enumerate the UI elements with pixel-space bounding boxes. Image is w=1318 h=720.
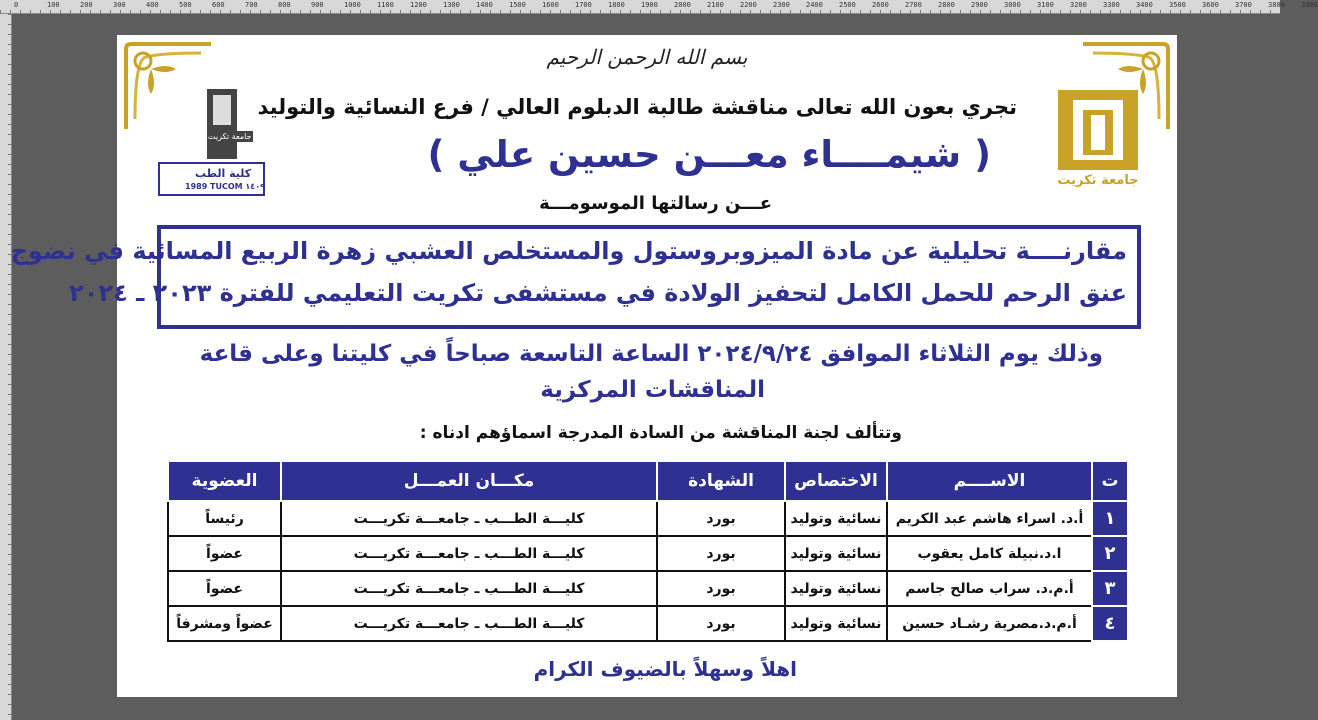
row-number: ١ bbox=[1092, 501, 1128, 536]
ruler-tick-label: 1200 bbox=[410, 1, 427, 9]
ruler-tick-label: 1800 bbox=[608, 1, 625, 9]
welcome-message: اهلاً وسهلاً بالضيوف الكرام bbox=[533, 657, 797, 681]
degree: بورد bbox=[657, 571, 785, 606]
ruler-tick-label: 2400 bbox=[806, 1, 823, 9]
thesis-title-box bbox=[10, 225, 1141, 329]
table-row bbox=[168, 571, 1128, 606]
specialty: نسائية وتوليد bbox=[785, 571, 887, 606]
column-header: الاختصاص bbox=[785, 461, 887, 501]
college-of-medicine-logo bbox=[155, 71, 270, 201]
column-header: العضوية bbox=[168, 461, 281, 501]
row-number: ٣ bbox=[1092, 571, 1128, 606]
member-name: أ.د. اسراء هاشم عبد الكريم bbox=[887, 501, 1092, 536]
workplace: كليـــة الطـــب ـ جامعـــة تكريـــت bbox=[281, 501, 657, 536]
ruler-tick-label: 2900 bbox=[971, 1, 988, 9]
membership: عضواً bbox=[168, 536, 281, 571]
logo-text: كلية الطب bbox=[195, 167, 252, 180]
ruler-tick-label: 2800 bbox=[938, 1, 955, 9]
thesis-title-line: مقارنــــة تحليلية عن مادة الميزوبروستول والمستخلص العشبي زهرة الربيع المسائية في نضوج bbox=[10, 237, 1127, 265]
ruler-tick-label: 3500 bbox=[1169, 1, 1186, 9]
ruler-tick-label: 3900 bbox=[1301, 1, 1318, 9]
ruler-tick-label: 3800 bbox=[1268, 1, 1285, 9]
degree: بورد bbox=[657, 606, 785, 641]
thesis-title-line: عنق الرحم للحمل الكامل لتحفيز الولادة في مستشفى تكريت التعليمي للفترة ٢٠٢٣ ـ ٢٠٢٤ bbox=[69, 279, 1127, 307]
university-logo bbox=[1053, 85, 1143, 195]
workplace: كليـــة الطـــب ـ جامعـــة تكريـــت bbox=[281, 536, 657, 571]
ruler-tick-label: 3200 bbox=[1070, 1, 1087, 9]
logo-text: 1989 TUCOM ١٤٠٩ bbox=[185, 182, 265, 191]
table-header-row bbox=[168, 461, 1128, 501]
ruler-tick-label: 2000 bbox=[674, 1, 691, 9]
ruler-tick-label: 700 bbox=[245, 1, 258, 9]
column-header: مكـــان العمـــل bbox=[281, 461, 657, 501]
ruler-tick-label: 2300 bbox=[773, 1, 790, 9]
ruler-tick-label: 800 bbox=[278, 1, 291, 9]
member-name: أ.م.د.مصرية رشـاد حسين bbox=[887, 606, 1092, 641]
table-row bbox=[168, 536, 1128, 571]
schedule-line: المناقشات المركزية bbox=[540, 377, 765, 403]
ruler-tick-label: 3700 bbox=[1235, 1, 1252, 9]
ruler-tick-label: 500 bbox=[179, 1, 192, 9]
vertical-ruler[interactable] bbox=[0, 14, 12, 720]
workplace: كليـــة الطـــب ـ جامعـــة تكريـــت bbox=[281, 606, 657, 641]
ruler-tick-label: 2600 bbox=[872, 1, 889, 9]
ruler-tick-label: 1500 bbox=[509, 1, 526, 9]
degree: بورد bbox=[657, 501, 785, 536]
membership: عضواً bbox=[168, 571, 281, 606]
ruler-tick-label: 3100 bbox=[1037, 1, 1054, 9]
ruler-tick-label: 200 bbox=[80, 1, 93, 9]
column-header: الشهادة bbox=[657, 461, 785, 501]
specialty: نسائية وتوليد bbox=[785, 606, 887, 641]
ruler-tick-label: 3600 bbox=[1202, 1, 1219, 9]
schedule-line: وذلك يوم الثلاثاء الموافق ٢٠٢٤/٩/٢٤ الساعة التاسعة صباحاً في كليتنا وعلى قاعة bbox=[199, 341, 1103, 367]
ruler-tick-label: 1000 bbox=[344, 1, 361, 9]
committee-intro: وتتألف لجنة المناقشة من السادة المدرجة اسماؤهم ادناه : bbox=[419, 423, 902, 443]
document-canvas bbox=[10, 35, 1177, 697]
column-header: الاســــم bbox=[887, 461, 1092, 501]
membership: عضواً ومشرفاً bbox=[168, 606, 281, 641]
member-name: ا.د.نبيلة كامل يعقوب bbox=[887, 536, 1092, 571]
ruler-tick-label: 1900 bbox=[641, 1, 658, 9]
ruler-tick-label: 1100 bbox=[377, 1, 394, 9]
basmala: بسم الله الرحمن الرحيم bbox=[546, 45, 748, 69]
ruler-tick-label: 300 bbox=[113, 1, 126, 9]
committee-table bbox=[167, 460, 1129, 642]
ruler-tick-label: 1400 bbox=[476, 1, 493, 9]
specialty: نسائية وتوليد bbox=[785, 536, 887, 571]
ruler-tick-label: 2700 bbox=[905, 1, 922, 9]
ruler-tick-label: 3400 bbox=[1136, 1, 1153, 9]
ruler-tick-label: 1300 bbox=[443, 1, 460, 9]
workplace: كليـــة الطـــب ـ جامعـــة تكريـــت bbox=[281, 571, 657, 606]
ruler-tick-label: 100 bbox=[47, 1, 60, 9]
horizontal-ruler[interactable] bbox=[0, 0, 1318, 14]
table-row bbox=[168, 501, 1128, 536]
ruler-tick-label: 900 bbox=[311, 1, 324, 9]
ruler-tick-label: 2500 bbox=[839, 1, 856, 9]
row-number: ٢ bbox=[1092, 536, 1128, 571]
student-name: ( شيمــــاء معـــن حسين علي ) bbox=[427, 133, 991, 176]
ruler-tick-label: 1700 bbox=[575, 1, 592, 9]
announcement-line: تجري بعون الله تعالى مناقشة طالبة الدبلوم العالي / فرع النسائية والتوليد bbox=[257, 95, 1017, 119]
degree: بورد bbox=[657, 536, 785, 571]
ruler-tick-label: 3000 bbox=[1004, 1, 1021, 9]
row-number: ٤ bbox=[1092, 606, 1128, 641]
ruler-tick-label: 3300 bbox=[1103, 1, 1120, 9]
table-row bbox=[168, 606, 1128, 641]
ruler-tick-label: 600 bbox=[212, 1, 225, 9]
logo-text: جامعة تكريت bbox=[208, 132, 252, 141]
logo-text: جامعة تكريت bbox=[1057, 173, 1139, 188]
ruler-tick-label: 0 bbox=[14, 1, 19, 9]
ruler-tick-label: 2200 bbox=[740, 1, 757, 9]
membership: رئيساً bbox=[168, 501, 281, 536]
specialty: نسائية وتوليد bbox=[785, 501, 887, 536]
member-name: أ.م.د. سراب صالح جاسم bbox=[887, 571, 1092, 606]
thesis-intro: عـــن رسالتها الموسومـــة bbox=[539, 193, 772, 214]
ruler-tick-label: 1600 bbox=[542, 1, 559, 9]
ruler-tick-label: 400 bbox=[146, 1, 159, 9]
column-header: ت bbox=[1092, 461, 1128, 501]
ruler-tick-label: 2100 bbox=[707, 1, 724, 9]
